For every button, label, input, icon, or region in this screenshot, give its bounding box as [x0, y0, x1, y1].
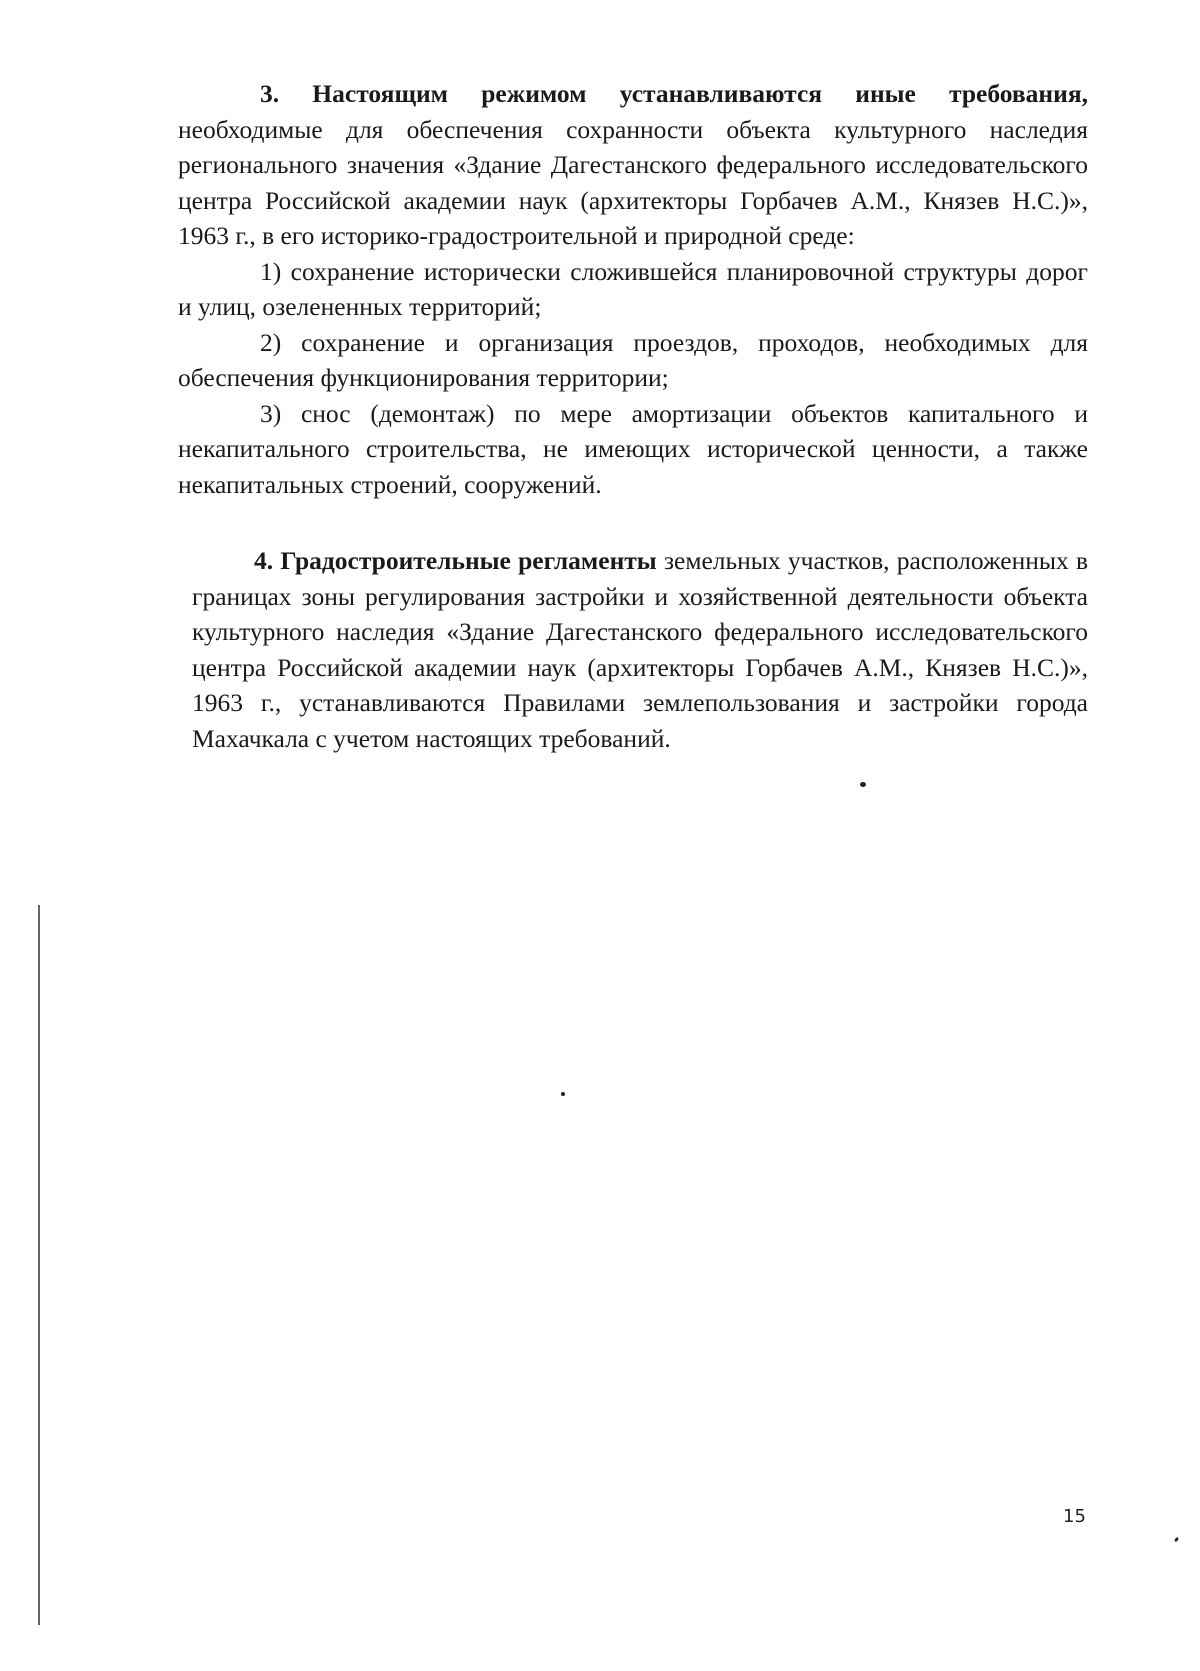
- scan-speck: [561, 1092, 565, 1096]
- scan-edge-line: [38, 905, 40, 1625]
- requirement-item-3: 3) снос (демонтаж) по мере амортизации объектов капитального и некапитального строительства, не имеющих исторической ценности, а также некапитальных строений, сооружений.: [178, 398, 1088, 499]
- section-3: [178, 76, 1088, 502]
- requirement-item-2: 2) сохранение и организация проездов, проходов, необходимых для обеспечения функционирования территории;: [178, 327, 1088, 392]
- section-4-text: земельных участков, расположенных в границах зоны регулирования застройки и хозяйственной деятельности объекта культурного наследия «Здание Дагестанского федерального исследовательского центра Российской академии наук (архитекторы Горбачев А.М., Князев Н.С.)», 1963 г., устанавливаются Правилами землепользования и застройки города Махачкала с учетом настоящих требований.: [192, 546, 1088, 753]
- scan-speck: [860, 782, 866, 787]
- section-3-intro: [178, 76, 1088, 254]
- section-4-paragraph: [192, 543, 1088, 756]
- requirement-item-1: 1) сохранение исторически сложившейся планировочной структуры дорог и улиц, озелененных территорий;: [178, 256, 1088, 321]
- page-number: 15: [1063, 1506, 1086, 1527]
- scan-speck: [1174, 1537, 1179, 1543]
- section-3-heading: 3. Настоящим режимом устанавливаются иные требования,: [260, 79, 1088, 108]
- section-3-intro-text: необходимые для обеспечения сохранности объекта культурного наследия регионального значения «Здание Дагестанского федерального исследовательского центра Российской академии наук (архитекторы Горбачев А.М., Князев Н.С.)», 1963 г., в его историко-градостроительной и природной среде:: [178, 114, 1088, 250]
- section-4-heading: 4. Градостроительные регламенты: [254, 546, 657, 575]
- section-4: [192, 543, 1088, 756]
